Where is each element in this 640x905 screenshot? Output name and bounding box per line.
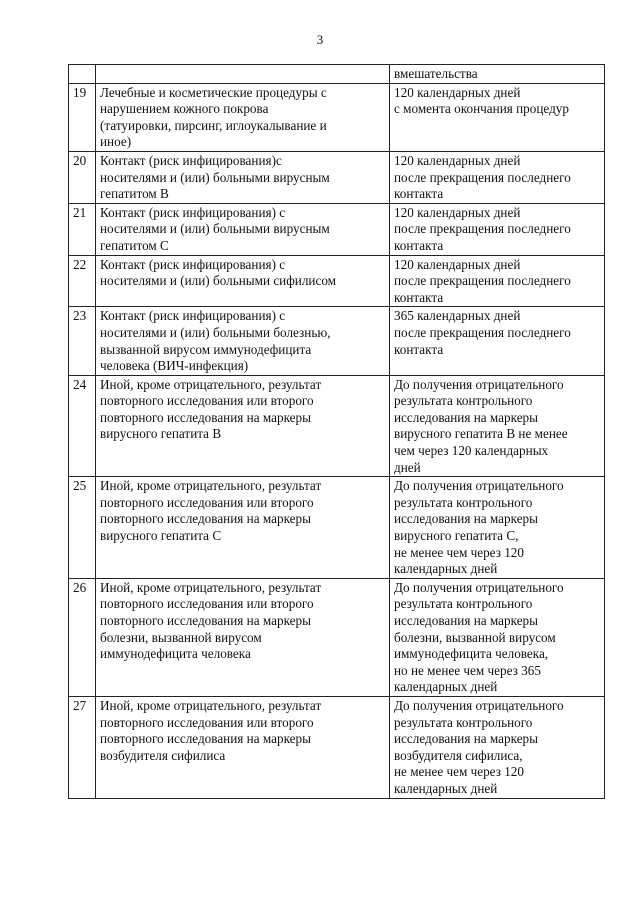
term-line: после прекращения последнего <box>394 169 571 185</box>
row-number: 26 <box>69 578 96 696</box>
term-line: с момента окончания процедур <box>394 101 569 117</box>
term-cell <box>390 151 605 203</box>
condition-line: повторного исследования на маркеры <box>100 613 311 628</box>
row-number: 19 <box>69 83 96 151</box>
condition-line: человека (ВИЧ-инфекция) <box>100 358 249 374</box>
condition-line: Иной, кроме отрицательного, результат <box>100 376 322 392</box>
table-row <box>69 307 605 375</box>
condition-line: болезни, вызванной вирусом <box>100 629 262 645</box>
term-line: календарных дней <box>394 780 498 796</box>
term-line: возбудителя сифилиса, <box>394 747 523 763</box>
table-body <box>69 65 605 799</box>
condition-line: возбудителя сифилиса <box>100 747 226 763</box>
row-number: 20 <box>69 151 96 203</box>
term-line: вирусного гепатита С, <box>394 528 519 544</box>
table-row <box>69 65 605 84</box>
term-line: чем через 120 календарных <box>394 443 549 459</box>
term-line: но не менее чем через 365 <box>394 662 541 678</box>
term-line: контакта <box>394 186 444 202</box>
term-cell <box>390 477 605 579</box>
term-line: после прекращения последнего <box>394 324 571 340</box>
condition-line: нарушением кожного покрова <box>100 101 269 117</box>
condition-line: вирусного гепатита С <box>100 528 222 544</box>
term-line: не менее чем через 120 <box>394 764 524 780</box>
condition-line: повторного исследования на маркеры <box>100 511 311 527</box>
term-line: До получения отрицательного <box>394 697 564 713</box>
term-line: 120 календарных дней <box>394 256 521 272</box>
term-line: 120 календарных дней <box>394 152 521 168</box>
condition-line: повторного исследования на маркеры <box>100 731 311 747</box>
term-line: результата контрольного <box>394 393 533 409</box>
condition-line: Контакт (риск инфицирования)с <box>100 152 282 168</box>
term-line: исследования на маркеры <box>394 613 539 628</box>
condition-line: повторного исследования или второго <box>100 494 314 510</box>
condition-line: гепатитом В <box>100 186 169 202</box>
condition-cell <box>96 578 390 696</box>
condition-line: вызванной вирусом иммунодефицита <box>100 341 312 357</box>
term-line: До получения отрицательного <box>394 478 564 494</box>
term-line: не менее чем через 120 <box>394 544 524 560</box>
term-line: результата контрольного <box>394 494 533 510</box>
condition-cell <box>96 151 390 203</box>
term-line: контакта <box>394 341 444 357</box>
row-number: 22 <box>69 255 96 307</box>
term-line: дней <box>394 459 421 475</box>
condition-cell <box>96 696 390 798</box>
condition-line: носителями и (или) больными сифилисом <box>100 273 337 289</box>
term-line: календарных дней <box>394 679 498 695</box>
table-row <box>69 477 605 579</box>
page-number: 3 <box>316 32 324 47</box>
term-line: результата контрольного <box>394 714 533 730</box>
condition-line: иммунодефицита человека <box>100 646 251 662</box>
table-row <box>69 255 605 307</box>
condition-line: иное) <box>100 134 132 150</box>
term-line: результата контрольного <box>394 596 533 612</box>
term-line: болезни, вызванной вирусом <box>394 629 556 645</box>
row-number <box>69 65 96 84</box>
term-cell <box>390 83 605 151</box>
condition-cell <box>96 65 390 84</box>
condition-line: повторного исследования или второго <box>100 393 314 409</box>
term-line: после прекращения последнего <box>394 221 571 237</box>
condition-line: (татуировки, пирсинг, иглоукалывание и <box>100 117 327 133</box>
condition-cell <box>96 255 390 307</box>
condition-line: повторного исследования или второго <box>100 714 314 730</box>
term-line: контакта <box>394 289 444 305</box>
condition-line: гепатитом С <box>100 237 169 253</box>
table-row <box>69 375 605 477</box>
row-number: 25 <box>69 477 96 579</box>
term-line: 365 календарных дней <box>394 308 521 324</box>
row-number: 24 <box>69 375 96 477</box>
condition-cell <box>96 477 390 579</box>
term-line: исследования на маркеры <box>394 511 539 527</box>
term-cell <box>390 65 605 84</box>
condition-line: Иной, кроме отрицательного, результат <box>100 579 322 595</box>
term-cell <box>390 255 605 307</box>
term-line: исследования на маркеры <box>394 731 539 747</box>
term-line: вмешательства <box>394 66 478 81</box>
table-row <box>69 151 605 203</box>
condition-cell <box>96 375 390 477</box>
condition-line: носителями и (или) больными болезнью, <box>100 324 331 340</box>
condition-line: носителями и (или) больными вирусным <box>100 169 330 185</box>
condition-line: Контакт (риск инфицирования) с <box>100 308 286 324</box>
term-line: вирусного гепатита В не менее <box>394 426 568 442</box>
row-number: 21 <box>69 203 96 255</box>
condition-line: вирусного гепатита В <box>100 426 222 442</box>
condition-cell <box>96 203 390 255</box>
condition-line: повторного исследования или второго <box>100 596 314 612</box>
term-cell <box>390 307 605 375</box>
term-line: 120 календарных дней <box>394 204 521 220</box>
term-line: иммунодефицита человека, <box>394 646 549 662</box>
condition-cell <box>96 83 390 151</box>
table-row <box>69 83 605 151</box>
term-cell <box>390 203 605 255</box>
row-number: 27 <box>69 696 96 798</box>
term-line: календарных дней <box>394 561 498 577</box>
term-cell <box>390 696 605 798</box>
condition-line: Лечебные и косметические процедуры с <box>100 84 327 100</box>
condition-line: Иной, кроме отрицательного, результат <box>100 697 322 713</box>
condition-cell <box>96 307 390 375</box>
condition-line: Иной, кроме отрицательного, результат <box>100 478 322 494</box>
term-line: исследования на маркеры <box>394 409 539 425</box>
condition-line: Контакт (риск инфицирования) с <box>100 256 286 272</box>
term-line: До получения отрицательного <box>394 376 564 392</box>
table-row <box>69 578 605 696</box>
condition-line: повторного исследования на маркеры <box>100 409 311 425</box>
term-line: после прекращения последнего <box>394 273 571 289</box>
row-number: 23 <box>69 307 96 375</box>
term-line: До получения отрицательного <box>394 579 564 595</box>
term-cell <box>390 578 605 696</box>
term-line: 120 календарных дней <box>394 84 521 100</box>
term-line: контакта <box>394 237 444 253</box>
condition-line: носителями и (или) больными вирусным <box>100 221 330 237</box>
deferral-table <box>68 64 605 799</box>
table-row <box>69 203 605 255</box>
table-row <box>69 696 605 798</box>
term-cell <box>390 375 605 477</box>
condition-line: Контакт (риск инфицирования) с <box>100 204 286 220</box>
